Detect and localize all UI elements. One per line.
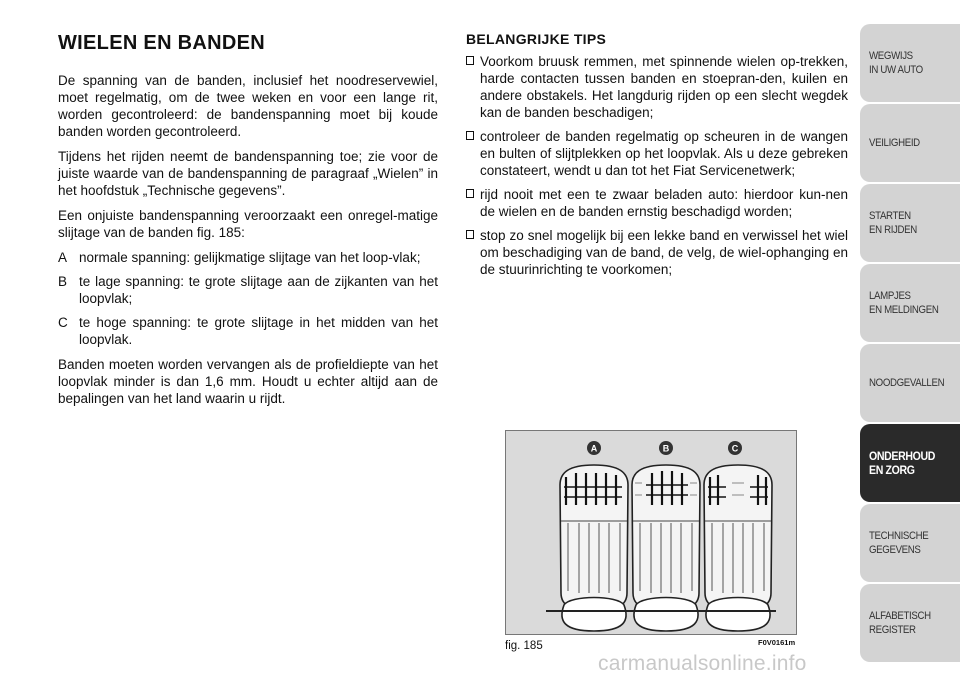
tab-label: VEILIGHEID — [869, 137, 920, 149]
paragraph: De spanning van de banden, inclusief het noodreservewiel, moet regelmatig, om de twee weken en voor een lange rit, worden gecontroleerd: de bandenspanning moet bij koude banden worden gecontroleerd. — [58, 73, 438, 139]
tire-wear-illustration — [506, 431, 796, 634]
tip-text: controleer de banden regelmatig op scheuren in de wangen en bulten of slijtplekken op het loopvlak. Als u deze gebreken constateert, wendt u dan tot het Fiat Servicenetwerk; — [480, 129, 848, 178]
list-item — [58, 273, 438, 307]
tips-heading: BELANGRIJKE TIPS — [466, 31, 607, 47]
right-column — [466, 30, 848, 285]
paragraph: Banden moeten worden vervangen als de profieldiepte van het loopvlak minder is dan 1,6 mm. Houdt u echter altijd aan de bepalingen van het land waarin u rijdt. — [58, 357, 438, 406]
tab-label: TECHNISCHE GEGEVENS — [869, 530, 929, 556]
paragraph: Een onjuiste bandenspanning veroorzaakt een onregel-matige slijtage van de banden fig. 185: — [58, 208, 438, 240]
tab-label: ONDERHOUD EN ZORG — [869, 449, 936, 477]
figure-label-b — [659, 441, 673, 455]
list-letter: C — [58, 315, 68, 330]
tab-wegwijs[interactable] — [860, 24, 960, 102]
tip-item — [466, 53, 848, 121]
tab-register[interactable] — [860, 584, 960, 662]
tire-a-normal — [560, 465, 628, 631]
tab-label: WEGWIJS IN UW AUTO — [869, 50, 923, 76]
svg-text:C: C — [731, 443, 739, 454]
tab-label: ALFABETISCH REGISTER — [869, 610, 931, 636]
tab-noodgevallen[interactable] — [860, 344, 960, 422]
tip-item — [466, 186, 848, 220]
tip-text: stop zo snel mogelijk bij een lekke band en verwissel het wiel om beschadiging van de band, de velg, de wiel-ophanging en de stuurinrichting te voorkomen; — [480, 228, 848, 277]
tab-veiligheid[interactable] — [860, 104, 960, 182]
tab-technische[interactable] — [860, 504, 960, 582]
svg-text:B: B — [662, 443, 670, 454]
tire-c-overinflated — [704, 465, 772, 631]
tab-label: NOODGEVALLEN — [869, 377, 945, 389]
pressure-list — [58, 249, 438, 348]
figure-code: F0V0161m — [758, 638, 796, 647]
section-title: WIELEN EN BANDEN — [58, 32, 266, 54]
tip-item — [466, 227, 848, 278]
tab-lampjes[interactable] — [860, 264, 960, 342]
list-text: te lage spanning: te grote slijtage aan de zijkanten van het loopvlak; — [79, 274, 438, 306]
list-item — [58, 249, 438, 266]
figure-caption: fig. 185 — [505, 640, 543, 652]
tip-text: rijd nooit met een te zwaar beladen auto: hierdoor kun-nen de wielen en de banden ernstig beschadigd worden; — [480, 187, 848, 219]
tip-text: Voorkom bruusk remmen, met spinnende wielen op-trekken, harde contacten tussen banden en stoepran-den, kuilen en andere obstakels. Het langdurig rijden op een slecht wegdek kan de banden beschadigen; — [480, 54, 848, 120]
list-letter: A — [58, 250, 68, 265]
tips-list — [466, 53, 848, 278]
checkbox-bullet-icon — [466, 189, 474, 198]
paragraph: Tijdens het rijden neemt de bandenspanning toe; zie voor de juiste waarde van de bandenspanning de paragraaf „Wielen” in het hoofdstuk „Technische gegevens”. — [58, 149, 438, 198]
list-item — [58, 314, 438, 348]
tire-b-underinflated — [632, 465, 700, 631]
list-text: te hoge spanning: te grote slijtage in het midden van het loopvlak. — [79, 315, 438, 347]
figure-label-c — [728, 441, 742, 455]
tab-onderhoud[interactable] — [860, 424, 960, 502]
tire-wear-figure — [505, 430, 797, 635]
watermark: carmanualsonline.info — [598, 652, 807, 675]
tab-starten[interactable] — [860, 184, 960, 262]
left-column — [58, 30, 438, 415]
checkbox-bullet-icon — [466, 131, 474, 140]
tip-item — [466, 128, 848, 179]
checkbox-bullet-icon — [466, 56, 474, 65]
tab-label: STARTEN EN RIJDEN — [869, 210, 917, 236]
tab-label: LAMPJES EN MELDINGEN — [869, 290, 939, 316]
checkbox-bullet-icon — [466, 230, 474, 239]
figure-label-a — [587, 441, 601, 455]
list-letter: B — [58, 274, 68, 289]
list-text: normale spanning: gelijkmatige slijtage van het loop-vlak; — [79, 250, 421, 265]
svg-text:A: A — [590, 443, 598, 454]
